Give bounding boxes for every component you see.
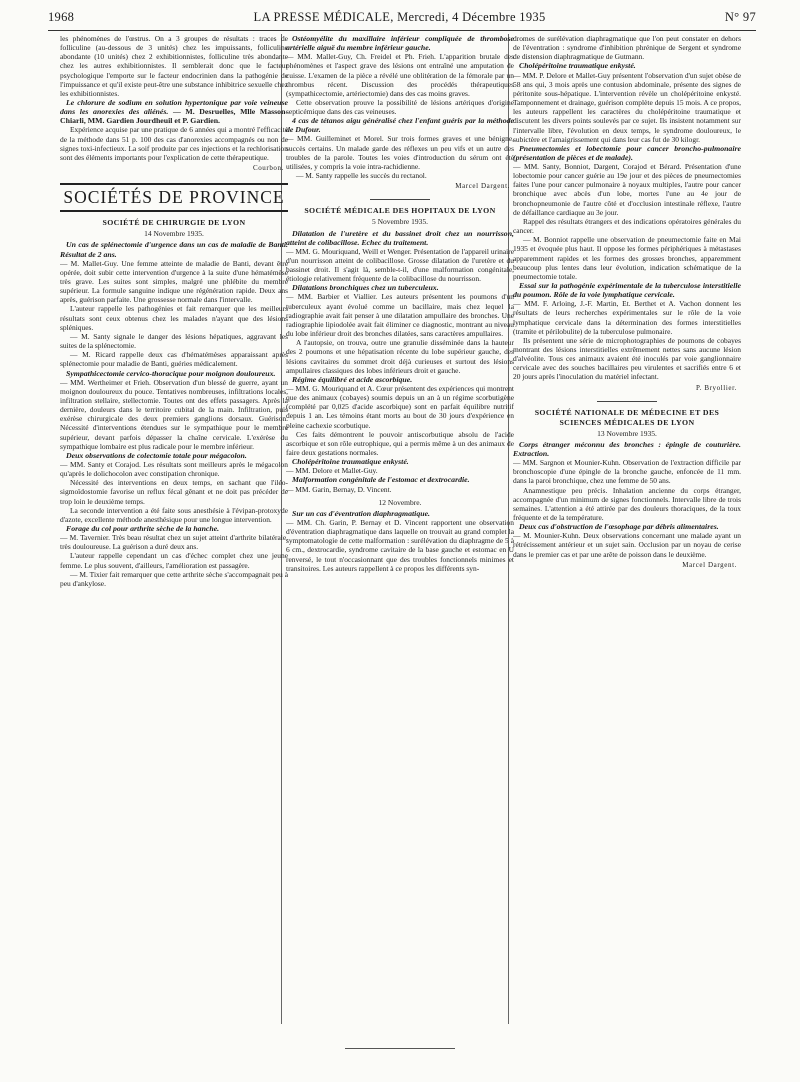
signature-dargent-2: Marcel Dargent. <box>682 560 737 569</box>
signature-bryollier: P. Bryollier. <box>695 383 737 392</box>
continued-text: dromes de surélévation diaphragmatique que l'on peut constater en dehors de l'éventration : syndrome d'inhibition phrénique de Sergent et syndrome de distension diaphragmatique de Gutmann. <box>513 34 741 62</box>
page-number: 1968 <box>48 10 75 24</box>
header-rule <box>48 30 756 31</box>
splen-text: — M. Mallet-Guy. Une femme atteinte de maladie de Banti, devant être opérée, doit subir cette intervention d'urgence à la suite d'une hématémèse très grave. Les suites sont simples, malgré une phlébite du membre supérieur. La formule sanguine indique une régénération rapide. Deux ans après, guérison parfaite. Une grossesse normale dans l'intervalle. <box>60 258 288 305</box>
colec-paragraph-3: La seconde intervention a été faite sous anesthésie à l'évipan-protoxyde d'azote, excellente méthode anesthésique pour une longue intervention. <box>60 505 288 524</box>
article-title-regime: Régime équilibré et acide ascorbique. <box>292 374 413 384</box>
article-title-malformation: Malformation congénitale de l'estomac et dextrocardie. <box>292 475 470 485</box>
signature-courbon: Courbon. <box>252 164 284 172</box>
session-date-hopitaux: 5 Novembre 1935. <box>371 217 429 227</box>
bronch-text: — MM. Barbier et Viallier. Les auteurs présentent les poumons d'un tuberculeux ayant évolué comme un bacillaire, mais chez lequel la radiographie avait fait penser à une dilatation ampullaire des bronches. Une radiographie lipiodolée avait fait éliminer ce diagnostic, montrant au niveau du lobe inférieur droit des bronches dilatées, sans caractères ampullaires. <box>286 292 514 339</box>
regime-paragraph-2: Ces faits démontrent le pouvoir antiscorbutique absolu de l'acide ascorbique et son rôle eutrophique, qui a permis même à un des animaux de faire deux gestations normales. <box>286 429 514 458</box>
symp-text: — MM. Wertheimer et Frieh. Observation d'un blessé de guerre, ayant un moignon douloureux du pouce. Tentatives nombreuses, infiltrations locales, infiltration stellaire, stellectomie. Toutes ont des effets passagers. Après la dernière, douleurs dans le territoire cubital de la main. Infiltration, puis exérèse chirurgicale des deux premiers ganglions dorsaux. Guérison. Nécessité d'interventions étendues sur le sympathique pour le membre supérieur, devant parfois dépasser la chaîne cervicale. L'exérèse du sympathique lombaire est plus radicale pour le membre inférieur. <box>60 377 288 451</box>
article-title-oesophage: Deux cas d'obstruction de l'œsophage par débris alimentaires. <box>519 522 719 532</box>
article-title-forage: Forage du col pour arthrite sèche de la hanche. <box>66 524 220 534</box>
journal-title <box>74 10 725 25</box>
chlorure-title: Le chlorure de sodium en solution hypertonique par voie veineuse dans les anorexies des aliénés. <box>60 98 288 117</box>
forage-text: — M. Tavernier. Très beau résultat chez un sujet atteint d'arthrite bilatérale, très douloureuse. La guérison a duré deux ans. <box>60 533 288 552</box>
essai-paragraph-2: Ils présentent une série de microphotographies de poumons de cobayes montrant des lésions interstitielles extrêmement nettes sans aucune lésion d'alvéolite. Tous ces animaux avaient été inoculés par voie ganglionnaire cervicale avec des souches bacillaires peu virulentes et sacrifiés entre 6 et 20 jours après l'inoculation du matériel infectant. <box>513 335 741 382</box>
chole2-text: — MM. P. Delore et Mallet-Guy présentent l'observation d'un sujet obèse de 58 ans qui, 3 mois après une contusion abdominale, présente des signes de péritonite sous-hépatique. L'intervention révèle un cholépéritoine enkysté. Tamponnement et drainage, guérison complète depuis 15 mois. A ce propos, les auteurs rappellent les caractères du cholépéritoine traumatique et discutent les divers points soulevés par ce sujet. Ils insistent notamment sur l'intervalle libre, l'évolution en deux temps, le syndrome douloureux, le subictère et l'amaigrissement qui dans leur cas fut de 30 kilogr. <box>513 70 741 144</box>
osteo-paragraph-2: Cette observation prouve la possibilité de lésions artériques d'origine septicémique dans des cas veineuses. <box>286 97 514 117</box>
article-title-essai: Essai sur la pathogénie expérimentale de la tuberculose interstitielle du poumon. Rôle de la voie lymphatique cervicale. <box>513 281 741 300</box>
column-3 <box>513 34 741 1034</box>
article-title-bronchiques: Dilatations bronchiques chez un tuberculeux. <box>292 283 439 293</box>
pneumo-paragraph-2: Rappel des résultats étrangers et des indications opératoires générales du cancer. <box>513 216 741 236</box>
session-date: 14 Novembre 1935. <box>144 229 204 239</box>
event-text: — MM. Ch. Garin, P. Bernay et D. Vincent rapportent une observation d'éventration diaphragmatique dans laquelle on trouvait au grand complet la symptomatologie de cette malformation : surélévation du diaphragme de 5 à 6 cm., dextrocardie, syndrome cavitaire de la base gauche et estomac en U renversé, le tout n'occasionnant que des troubles fonctionnels minimes et transitoires. Les auteurs rappellent à ce propos les différents syn- <box>286 517 514 573</box>
column-2 <box>286 34 514 1034</box>
oeso-text: — M. Mounier-Kuhn. Deux observations concernant une malade ayant un rétrécissement antérieur et un sujet sain. Occlusion par un noyau de cerise dans le premier cas et par une arête de poisson dans le deuxième. <box>513 531 741 559</box>
splen-paragraph-4: — M. Ricard rappelle deux cas d'hématémèses apparaissant après splénectomie pour maladie de Banti, guéries médicalement. <box>60 350 288 369</box>
tetanos-paragraph-2: — M. Santy rappelle les succès du rectanol. <box>296 171 427 181</box>
corps-paragraph-2: Anamnestique peu précis. Inhalation ancienne du corps étranger, accompagnée d'un minimum de signes fonctionnels. Intervalle libre de trois semaines. L'attention a été attirée par des douleurs thoraciques, de la toux fréquente et de la température. <box>513 485 741 523</box>
bronch-paragraph-2: A l'autopsie, on trouva, outre une granulie disséminée dans la hauteur des 2 poumons et une hépatisation récente du lobe supérieur gauche, des lésions cavitaires du sommet droit déjà curieuses et surtout des lésions ampullaires classiques des lobes inférieurs droit et gauche. <box>286 338 514 375</box>
signature-dargent-1: Marcel Dargent. <box>455 182 510 191</box>
footer-rule <box>345 1048 455 1049</box>
pneumo-text: — MM. Santy, Bonniot, Dargent, Corajod et Bérard. Présentation d'une lobectomie pour cancer guérie au 19e jour et des pièces de pneumectomies faites l'une pour cancer pulmonaire à noyaux multiples, l'autre pour cancer bronchique avec abcès d'un lobe, mortes l'une au 4e jour de bronchopneumonie de l'autre côté et d'occlusion intestinale réflexe, l'autre de défaillance cardiaque au 3e jour. <box>513 162 741 217</box>
tetanos-text: — MM. Guilleminet et Morel. Sur trois formes graves et une bénigne, succès certains. Un malade garde des réflexes un peu vifs et un autre des troubles de la parole. Toutes les voies d'introduction du sérum ont été utilisées, y compris la voie intra-rachidienne. <box>286 134 514 171</box>
article-title-osteomyelite: Ostéomyélite du maxillaire inférieur compliquée de thrombose artérielle aiguë du membre inférieur gauche. <box>286 34 514 53</box>
essai-text: — MM. F. Arloing, J.-F. Martin, Et. Berthet et A. Vachon donnent les résultats de leurs recherches expérimentales sur le rôle de la voie lymphatique cervicale dans la détermination des formes interstitielles (tramite et périlobulite) de la tuberculose pulmonaire. <box>513 299 741 336</box>
article-title-splenectomie: Un cas de splénectomie d'urgence dans un cas de maladie de Banti. Résultat de 2 ans. <box>60 240 288 259</box>
article-title-colectomie: Deux observations de colectomie totale pour mégacolon. <box>66 450 247 460</box>
colec-paragraph-2: Nécessité des interventions en deux temps, en sachant que l'iléo-sigmoïdostomie favorise un reflux fécal gênant et ne doit pas précéder de trop loin le deuxième temps. <box>60 478 288 506</box>
issue-date: Mercredi, 4 Décembre 1935 <box>397 10 546 24</box>
separator-rule-2 <box>597 401 657 402</box>
journal-name: LA PRESSE MÉDICALE, <box>253 10 394 24</box>
separator-rule <box>370 199 430 200</box>
intro-paragraph: les phénomènes de l'œstrus. On a 3 groupes de résultats : traces de folliculine (au-dessous de 3 unités) chez les impuissants, folliculine abondante (10 unités) chez 2 exhibitionnistes, folliculine très abondante chez les autres exhibitionnistes. Il semblerait donc que le facteur psychologique l'emporte sur le facteur endocrinien dans la pathogénie de l'impuissance et qu'il existe peut-être une substance inhibitrice sexuelle chez les exhibitionnistes. <box>60 34 288 98</box>
article-title-chlorure <box>60 98 288 125</box>
article-title-pneumectomies: Pneumectomies et lobectomie pour cancer broncho-pulmonaire (présentation de pièces et de malade). <box>513 143 741 162</box>
dilat-text: — MM. G. Mouriquand, Weill et Wenger. Présentation de l'appareil urinaire d'un nourrisson atteint de colibacillose. Grosse dilatation de l'uretère et du bassinet droit. Il s'agit là, semble-t-il, d'une malformation congénitale, étiologie relativement fréquente de la colibacillose du nourrisson. <box>286 246 514 284</box>
session-date-nationale: 13 Novembre 1935. <box>597 428 657 438</box>
column-1 <box>60 34 288 1034</box>
forage-paragraph-3: — M. Tixier fait remarquer que cette arthrite sèche s'accompagnait peu à peu d'ankylose. <box>60 569 288 588</box>
society-name-nationale: SOCIÉTÉ NATIONALE DE MÉDECINE ET DES SCIENCES MÉDICALES DE LYON <box>534 407 720 427</box>
forage-paragraph-2: L'auteur rappelle cependant un cas d'échec complet chez une jeune femme. Le plus souvent, d'ailleurs, l'amélioration est passagère. <box>60 551 288 570</box>
section-title: SOCIÉTÉS DE PROVINCE <box>60 183 288 212</box>
chlorure-authors: — M. Desruelles, Mlle Masson-Chiarli, MM. Gardien Jourdheuil et P. Gardien. <box>60 107 288 126</box>
article-title-eventration: Sur un cas d'éventration diaphragmatique. <box>292 508 430 518</box>
society-name: SOCIÉTÉ DE CHIRURGIE DE LYON <box>102 218 246 228</box>
article-title-tetanos: 4 cas de tétanos aigu généralisé chez l'enfant guéris par la méthode de Dufour. <box>286 116 514 135</box>
malfo-authors: — MM. Garin, Bernay, D. Vincent. <box>286 484 392 494</box>
page-header <box>48 10 756 28</box>
pneumo-paragraph-3: — M. Bonniot rappelle une observation de pneumectomie faite en Mai 1935 et évoquée plus haut. Il oppose les formes périphériques à métastases apparemment rapides et les formes des grosses bronches, apparemment beaucoup plus lentes dans leur évolution, indication schématique de la pneumectomie totale. <box>513 235 741 281</box>
colec-text: — MM. Santy et Corajod. Les résultats sont meilleurs après le mégacolon qu'après le dolichocolon avec constipation chronique. <box>60 459 288 479</box>
chlorure-text: Expérience acquise par une pratique de 6 années qui a montré l'efficacité de la méthode dans 51 p. 100 des cas d'anorexies accompagnés ou non de signes toxi-infectieux. La soif produite par ces injections et la rechlorisation sont des éléments importants pour l'explication de cette thérapeutique. <box>60 125 288 162</box>
regime-text: — MM. G. Mouriquand et A. Cœur présentent des expériences qui montrent que des animaux (cobayes) soumis depuis un an à un régime scorbutigène (complété par 0,025 d'acide ascorbique) sont en parfait équilibre nutritif depuis 1 an. Les témoins étant morts au bout de 30 jours d'expérience en pleine cachexie scorbutique. <box>286 383 514 430</box>
article-title-corps-etranger: Corps étranger méconnu des bronches : épingle de couturière. Extraction. <box>513 439 741 459</box>
splen-paragraph-3: — M. Santy signale le danger des lésions hépatiques, aggravant les suites de la splénectomie. <box>60 331 288 351</box>
society-name-hopitaux: SOCIÉTÉ MÉDICALE DES HOPITAUX DE LYON <box>304 206 496 216</box>
article-title-cholperitoine: Cholépéritoine traumatique enkysté. <box>292 457 409 467</box>
article-title-sympathicectomie: Sympathicectomie cervico-thoracique pour moignon douloureux. <box>66 368 276 378</box>
article-title-dilatation: Dilatation de l'uretère et du bassinet droit chez un nourrisson, atteint de colibacillose. Echec du traitement. <box>286 228 514 247</box>
session-date-12: 12 Novembre. <box>378 497 422 507</box>
issue-number: N° 97 <box>724 10 756 24</box>
splen-paragraph-2: L'auteur rappelle les pathogénies et fait remarquer que les meilleurs résultats sont ceux obtenus chez les malades n'ayant que des lésions spléniques. <box>60 304 288 332</box>
osteo-text: — MM. Mallet-Guy, Ch. Freidel et Ph. Frieh. L'apparition brutale des phénomènes et l'aspect grave des lésions ont entraîné une amputation de cuisse. L'examen de la pièce a révélé une oblitération de la fémorale par un thrombus récent. Discussion des procédés thérapeutiques (sympathicectomie, artériectomie) dans des cas moins graves. <box>286 52 514 98</box>
article-title-cholperitoine-2: Cholépéritoine traumatique enkysté. <box>519 61 636 71</box>
chole-authors: — MM. Delore et Mallet-Guy. <box>286 466 378 476</box>
corps-text: — MM. Sargnon et Mounier-Kuhn. Observation de l'extraction difficile par bronchoscopie d'une épingle de la bronche gauche, enfoncée de 11 mm. dans la paroi bronchique, chez une femme de 50 ans. <box>513 458 741 486</box>
